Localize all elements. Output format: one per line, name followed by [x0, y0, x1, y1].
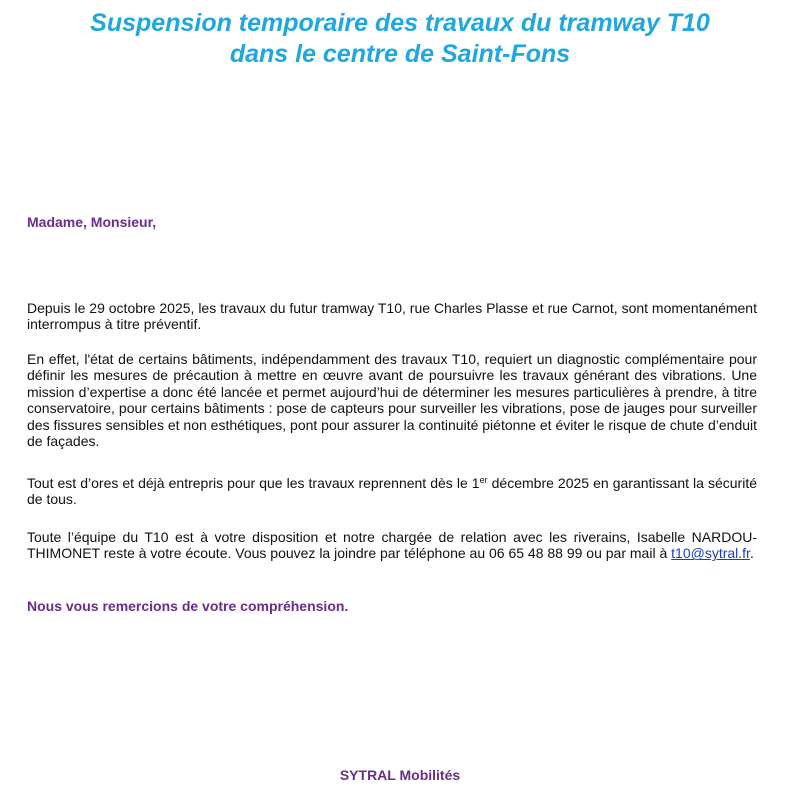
page-title-line-1: Suspension temporaire des travaux du tramway T10	[90, 9, 710, 37]
salutation: Madame, Monsieur,	[27, 214, 157, 230]
contact-text-end: .	[749, 545, 754, 562]
email-link[interactable]: t10@sytral.fr	[671, 545, 750, 562]
resumption-text-end: décembre 2025 en garantissant la sécurité de tous.	[27, 475, 757, 508]
resumption-text-start: Tout est d’ores et déjà entrepris pour que les travaux reprennent dès le 1	[27, 475, 480, 491]
signature: SYTRAL Mobilités	[339, 767, 461, 783]
page-title-line-2: dans le centre de Saint-Fons	[229, 40, 571, 68]
ordinal-superscript: er	[479, 475, 488, 485]
paragraph-resumption	[27, 475, 757, 508]
page-title	[0, 8, 800, 70]
paragraph-diagnostic: En effet, l'état de certains bâtiments, indépendamment des travaux T10, requiert un diagnostic complémentaire pour définir les mesures de précaution à mettre en œuvre avant de poursuivre les travaux générant des vibrations. Une mission d’expertise a donc été lancée et permet aujourd’hui de déterminer les mesures particulières à prendre, à titre conservatoire, pour certains bâtiments : pose de capteurs pour surveiller les vibrations, pose de jauges pour surveiller des fissures sensibles et non esthétiques, pont pour assurer la continuité piétonne et éviter le risque de chute d’enduit de façades.	[27, 351, 758, 450]
paragraph-contact	[27, 529, 757, 562]
closing-thanks: Nous vous remercions de votre compréhension.	[27, 598, 349, 614]
contact-text: Toute l’équipe du T10 est à votre disposition et notre chargée de relation avec les riverains, Isabelle NARDOU-THIMONET reste à votre écoute. Vous pouvez la joindre par téléphone au 06 65 48 88 99 ou par mail à	[27, 529, 757, 562]
paragraph-work-interruption: Depuis le 29 octobre 2025, les travaux du futur tramway T10, rue Charles Plasse et rue Carnot, sont momentanément interrompus à titre préventif.	[27, 300, 757, 333]
